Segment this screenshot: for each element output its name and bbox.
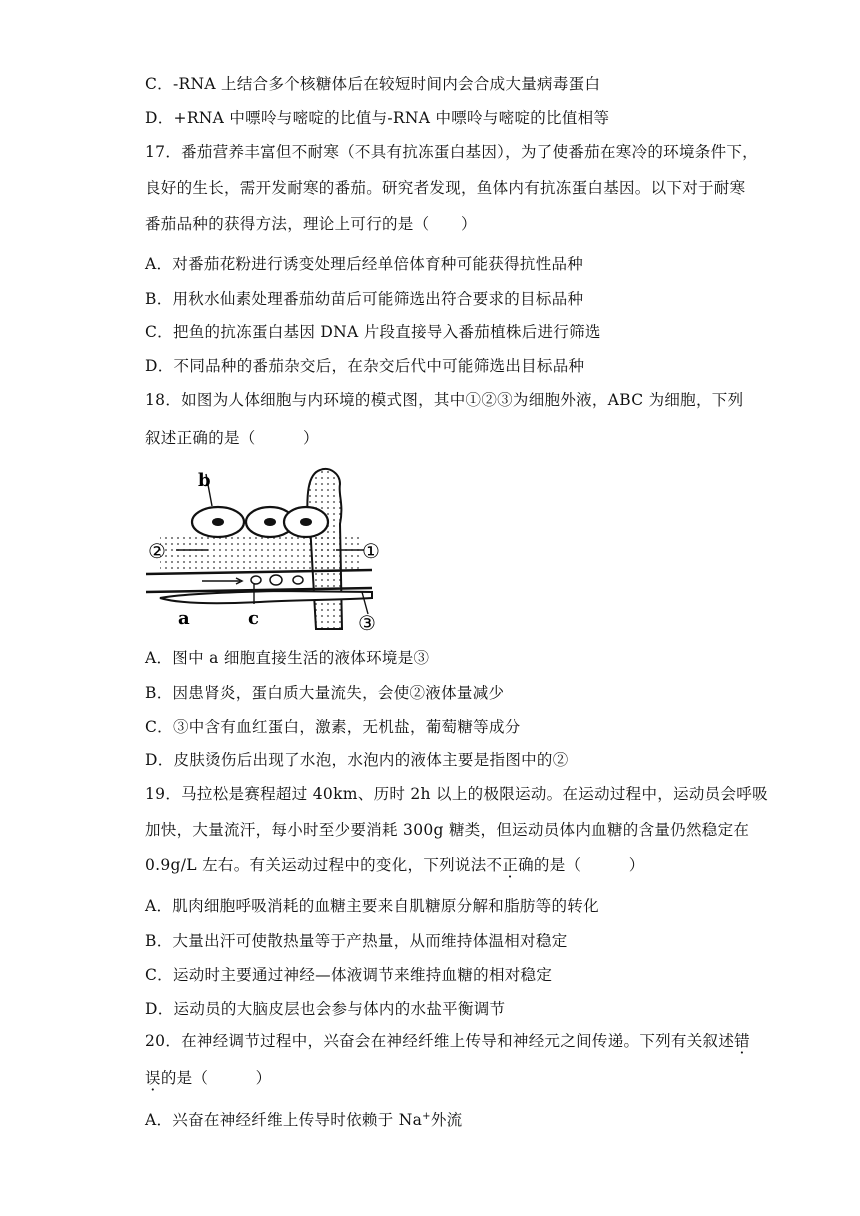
option-c-q19: C．运动时主要通过神经—体液调节来维持血糖的相对稳定	[145, 966, 553, 984]
option-a-q20	[145, 1108, 462, 1130]
option-d-q18: D．皮肤烫伤后出现了水泡，水泡内的液体主要是指图中的②	[145, 751, 569, 769]
q20-emphasis-wrong-2: 误	[145, 1069, 161, 1087]
option-c-q17: C．把鱼的抗冻蛋白基因 DNA 片段直接导入番茄植株后进行筛选	[145, 323, 601, 341]
blood-cell	[293, 576, 303, 584]
option-d-q16: D．+RNA 中嘌呤与嘧啶的比值与-RNA 中嘌呤与嘧啶的比值相等	[145, 109, 610, 127]
label-a: a	[178, 608, 190, 629]
blood-cell	[270, 575, 282, 585]
nucleus	[264, 518, 276, 526]
lymph-vessel	[307, 469, 342, 629]
label-1: ①	[362, 539, 380, 563]
question-19-line-3	[145, 853, 645, 875]
label-2: ②	[148, 539, 166, 563]
q20-option-a-end: 外流	[430, 1111, 463, 1129]
blood-cell	[251, 576, 261, 584]
option-b-q19: B．大量出汗可使散热量等于产热量，从而维持体温相对稳定	[145, 932, 568, 950]
nucleus	[212, 518, 224, 526]
question-18-line-1: 18．如图为人体细胞与内环境的模式图，其中①②③为细胞外液，ABC 为细胞，下列	[145, 391, 744, 409]
option-d-q17: D．不同品种的番茄杂交后，在杂交后代中可能筛选出目标品种	[145, 357, 585, 375]
option-a-q19: A．肌肉细胞呼吸消耗的血糖主要来自肌糖原分解和脂肪等的转化	[145, 897, 599, 915]
question-17-line-2: 良好的生长，需开发耐寒的番茄。研究者发现，鱼体内有抗冻蛋白基因。以下对于耐寒	[145, 179, 746, 197]
q20-text-start: 20．在神经调节过程中，兴奋会在神经纤维上传导和神经元之间传递。下列有关叙述	[145, 1032, 735, 1050]
label-b: b	[198, 470, 211, 491]
q19-emphasis-not-correct: 不正确	[486, 856, 534, 874]
option-c-q16: C．-RNA 上结合多个核糖体后在较短时间内会合成大量病毒蛋白	[145, 75, 601, 93]
option-d-q19: D．运动员的大脑皮层也会参与体内的水盐平衡调节	[145, 1000, 506, 1018]
internal-environment-diagram	[140, 464, 390, 636]
q20-option-a-text: A．兴奋在神经纤维上传导时依赖于 Na	[145, 1111, 423, 1129]
option-a-q18: A．图中 a 细胞直接生活的液体环境是③	[145, 649, 430, 667]
question-17-line-3: 番茄品种的获得方法，理论上可行的是（ ）	[145, 215, 477, 233]
option-b-q18: B．因患肾炎，蛋白质大量流失，会使②液体量减少	[145, 684, 505, 702]
question-20-line-1	[145, 1029, 750, 1051]
question-19-line-1: 19．马拉松是赛程超过 40km、历时 2h 以上的极限运动。在运动过程中，运动员会呼吸	[145, 785, 768, 803]
q20-text-end: 的是（ ）	[160, 1069, 272, 1087]
label-3: ③	[358, 611, 376, 635]
question-19-line-2: 加快，大量流汗，每小时至少要消耗 300g 糖类，但运动员体内血糖的含量仍然稳定在	[145, 821, 750, 839]
superscript-plus: +	[422, 1110, 431, 1122]
q20-emphasis-wrong-1: 错	[734, 1032, 750, 1050]
option-b-q17: B．用秋水仙素处理番茄幼苗后可能筛选出符合要求的目标品种	[145, 290, 584, 308]
option-a-q17: A．对番茄花粉进行诱变处理后经单倍体育种可能获得抗性品种	[145, 255, 584, 273]
q19-text-start: 0.9g/L 左右。有关运动过程中的变化，下列说法	[145, 856, 487, 874]
nucleus	[300, 518, 312, 526]
q19-text-end: 的是（ ）	[533, 856, 645, 874]
question-18-line-2: 叙述正确的是（ ）	[145, 429, 319, 447]
question-17-line-1: 17．番茄营养丰富但不耐寒（不具有抗冻蛋白基因），为了使番茄在寒冷的环境条件下，	[145, 143, 758, 161]
label-c: c	[248, 608, 259, 629]
question-20-line-2	[145, 1066, 271, 1088]
option-c-q18: C．③中含有血红蛋白，激素，无机盐，葡萄糖等成分	[145, 718, 521, 736]
